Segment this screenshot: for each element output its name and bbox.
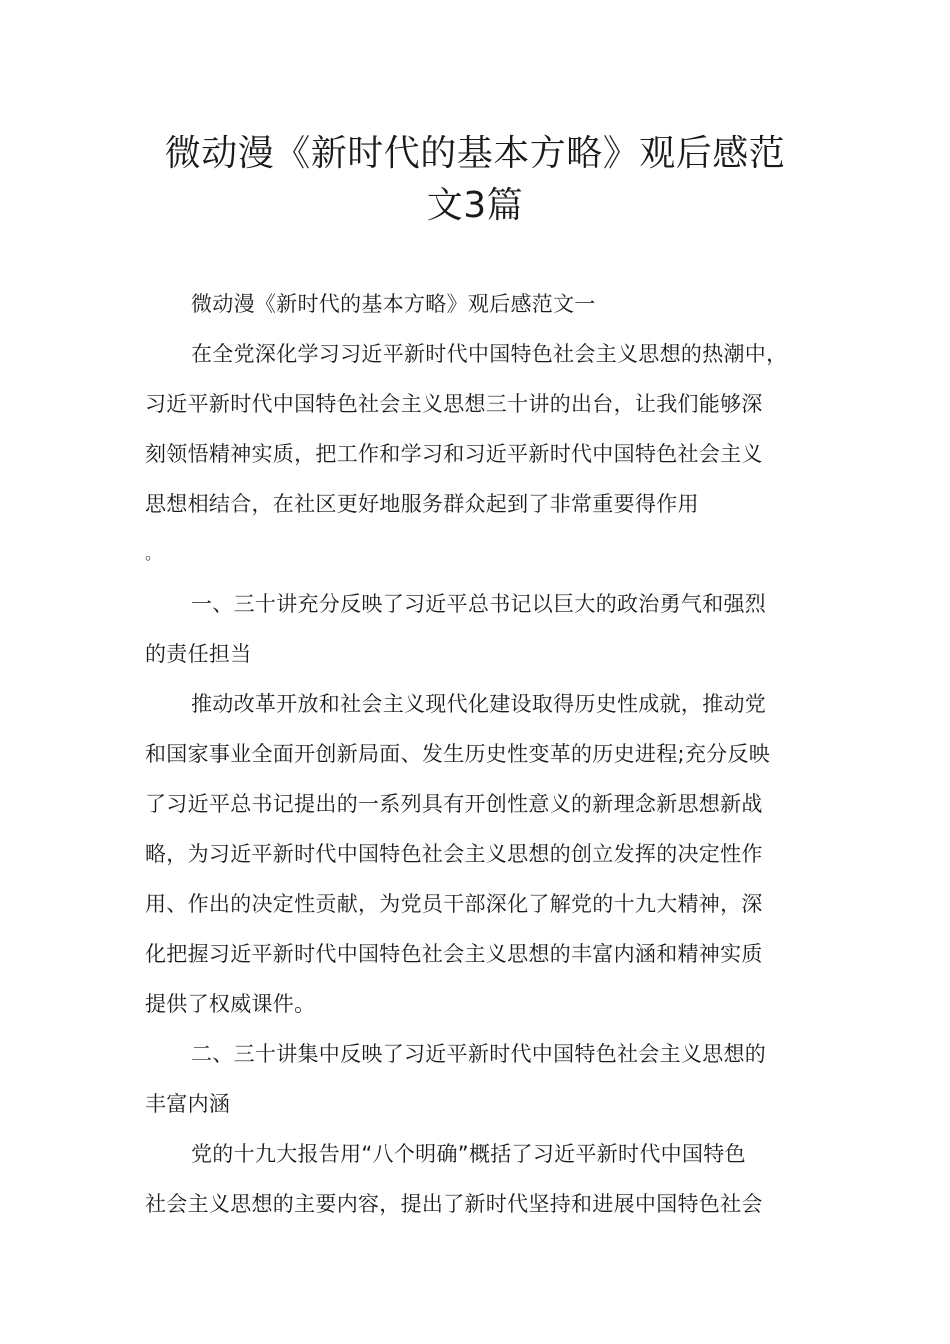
paragraph-line: 略，为习近平新时代中国特色社会主义思想的创立发挥的决定性作 [145,842,763,866]
paragraph-line: 在全党深化学习习近平新时代中国特色社会主义思想的热潮中， [191,342,788,366]
paragraph-line: 。 [145,544,162,563]
paragraph-line: 用、作出的决定性贡献，为党员干部深化了解党的十九大精神，深 [145,892,763,916]
paragraph-line: 的责任担当 [145,642,252,666]
paragraph-line: 二、三十讲集中反映了习近平新时代中国特色社会主义思想的 [191,1042,767,1066]
paragraph-line: 了习近平总书记提出的一系列具有开创性意义的新理念新思想新战 [145,792,763,816]
paragraph-line: 党的十九大报告用“八个明确”概括了习近平新时代中国特色 [191,1142,746,1166]
paragraph-line: 化把握习近平新时代中国特色社会主义思想的丰富内涵和精神实质 [145,942,763,966]
paragraph-line: 社会主义思想的主要内容，提出了新时代坚持和进展中国特色社会 [145,1192,763,1216]
paragraph-line: 丰富内涵 [145,1092,231,1116]
paragraph-line: 和国家事业全面开创新局面、发生历史性变革的历史进程;充分反映 [145,742,771,766]
document-body [145,279,815,1229]
paragraph-line: 推动改革开放和社会主义现代化建设取得历史性成就，推动党 [191,692,767,716]
paragraph-line: 思想相结合，在社区更好地服务群众起到了非常重要得作用 [145,492,699,516]
section-heading: 微动漫《新时代的基本方略》观后感范文一 [191,292,596,316]
paragraph-line: 习近平新时代中国特色社会主义思想三十讲的出台，让我们能够深 [145,392,763,416]
paragraph-line: 刻领悟精神实质，把工作和学习和习近平新时代中国特色社会主义 [145,442,763,466]
title-line: 文3篇 [426,185,524,226]
paragraph-line: 提供了权威课件。 [145,992,316,1016]
paragraph-line: 一、三十讲充分反映了习近平总书记以巨大的政治勇气和强烈 [191,592,767,616]
document-title [140,128,810,232]
title-line: 微动漫《新时代的基本方略》观后感范 [164,133,786,174]
